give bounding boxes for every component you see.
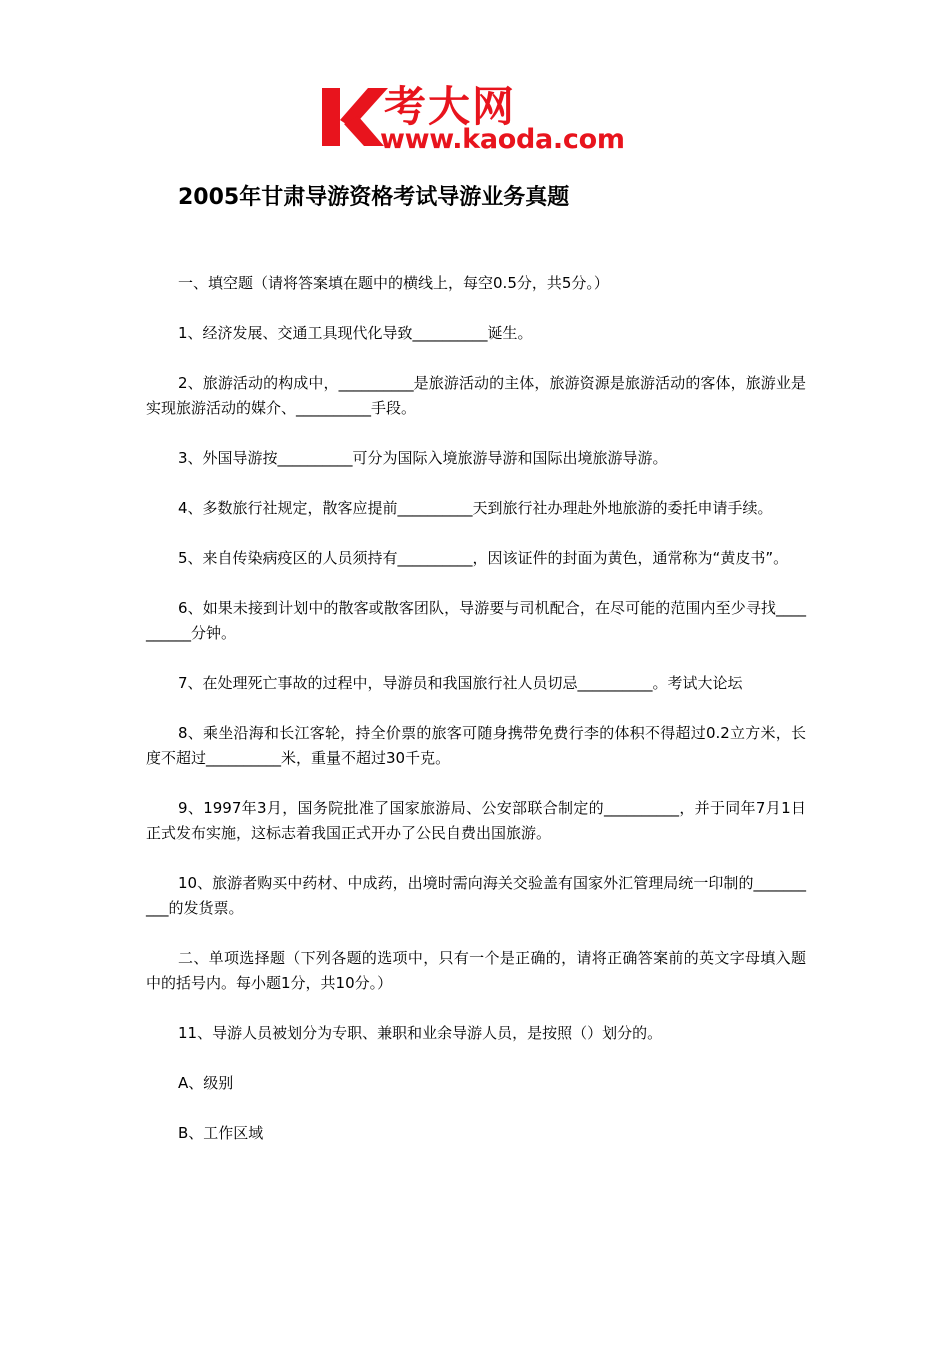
question-11: 11、导游人员被划分为专职、兼职和业余导游人员，是按照（）划分的。 (178, 1024, 663, 1042)
k-logo-icon (318, 84, 388, 150)
question-5: 5、来自传染病疫区的人员须持有__________，因该证件的封面为黄色，通常称为“黄皮书”。 (178, 549, 789, 567)
question-4: 4、多数旅行社规定，散客应提前__________天到旅行社办理赴外地旅游的委托申请手续。 (178, 499, 773, 517)
question-8: 8、乘坐沿海和长江客轮，持全价票的旅客可随身携带免费行李的体积不得超过0.2立方米，长度不超过__________米，重量不超过30千克。 (146, 724, 806, 767)
section-heading-single-choice: 二、单项选择题（下列各题的选项中，只有一个是正确的，请将正确答案前的英文字母填入题中的括号内。每小题1分，共10分。） (146, 949, 806, 992)
kaoda-logo (318, 80, 638, 160)
document-body (146, 271, 806, 1171)
logo-name: 考大网 (384, 82, 517, 131)
question-2: 2、旅游活动的构成中，__________是旅游活动的主体，旅游资源是旅游活动的客体，旅游业是实现旅游活动的媒介、__________手段。 (146, 374, 806, 417)
logo-url: www.kaoda.com (380, 124, 625, 155)
question-3: 3、外国导游按__________可分为国际入境旅游导游和国际出境旅游导游。 (178, 449, 668, 467)
question-6: 6、如果未接到计划中的散客或散客团队，导游要与司机配合，在尽可能的范围内至少寻找__________分钟。 (146, 599, 806, 642)
question-1: 1、经济发展、交通工具现代化导致__________诞生。 (178, 324, 533, 342)
question-10: 10、旅游者购买中药材、中成药，出境时需向海关交验盖有国家外汇管理局统一印制的__________的发货票。 (146, 874, 806, 917)
question-9: 9、1997年3月，国务院批准了国家旅游局、公安部联合制定的__________，并于同年7月1日正式发布实施，这标志着我国正式开办了公民自费出国旅游。 (146, 799, 806, 842)
section-heading-fill-blank: 一、填空题（请将答案填在题中的横线上，每空0.5分，共5分。） (178, 274, 609, 292)
option-a: A、级别 (178, 1074, 234, 1092)
document-title: 2005年甘肃导游资格考试导游业务真题 (178, 185, 570, 210)
option-b: B、工作区域 (178, 1124, 264, 1142)
question-7: 7、在处理死亡事故的过程中，导游员和我国旅行社人员切忌__________。考试大论坛 (178, 674, 743, 692)
